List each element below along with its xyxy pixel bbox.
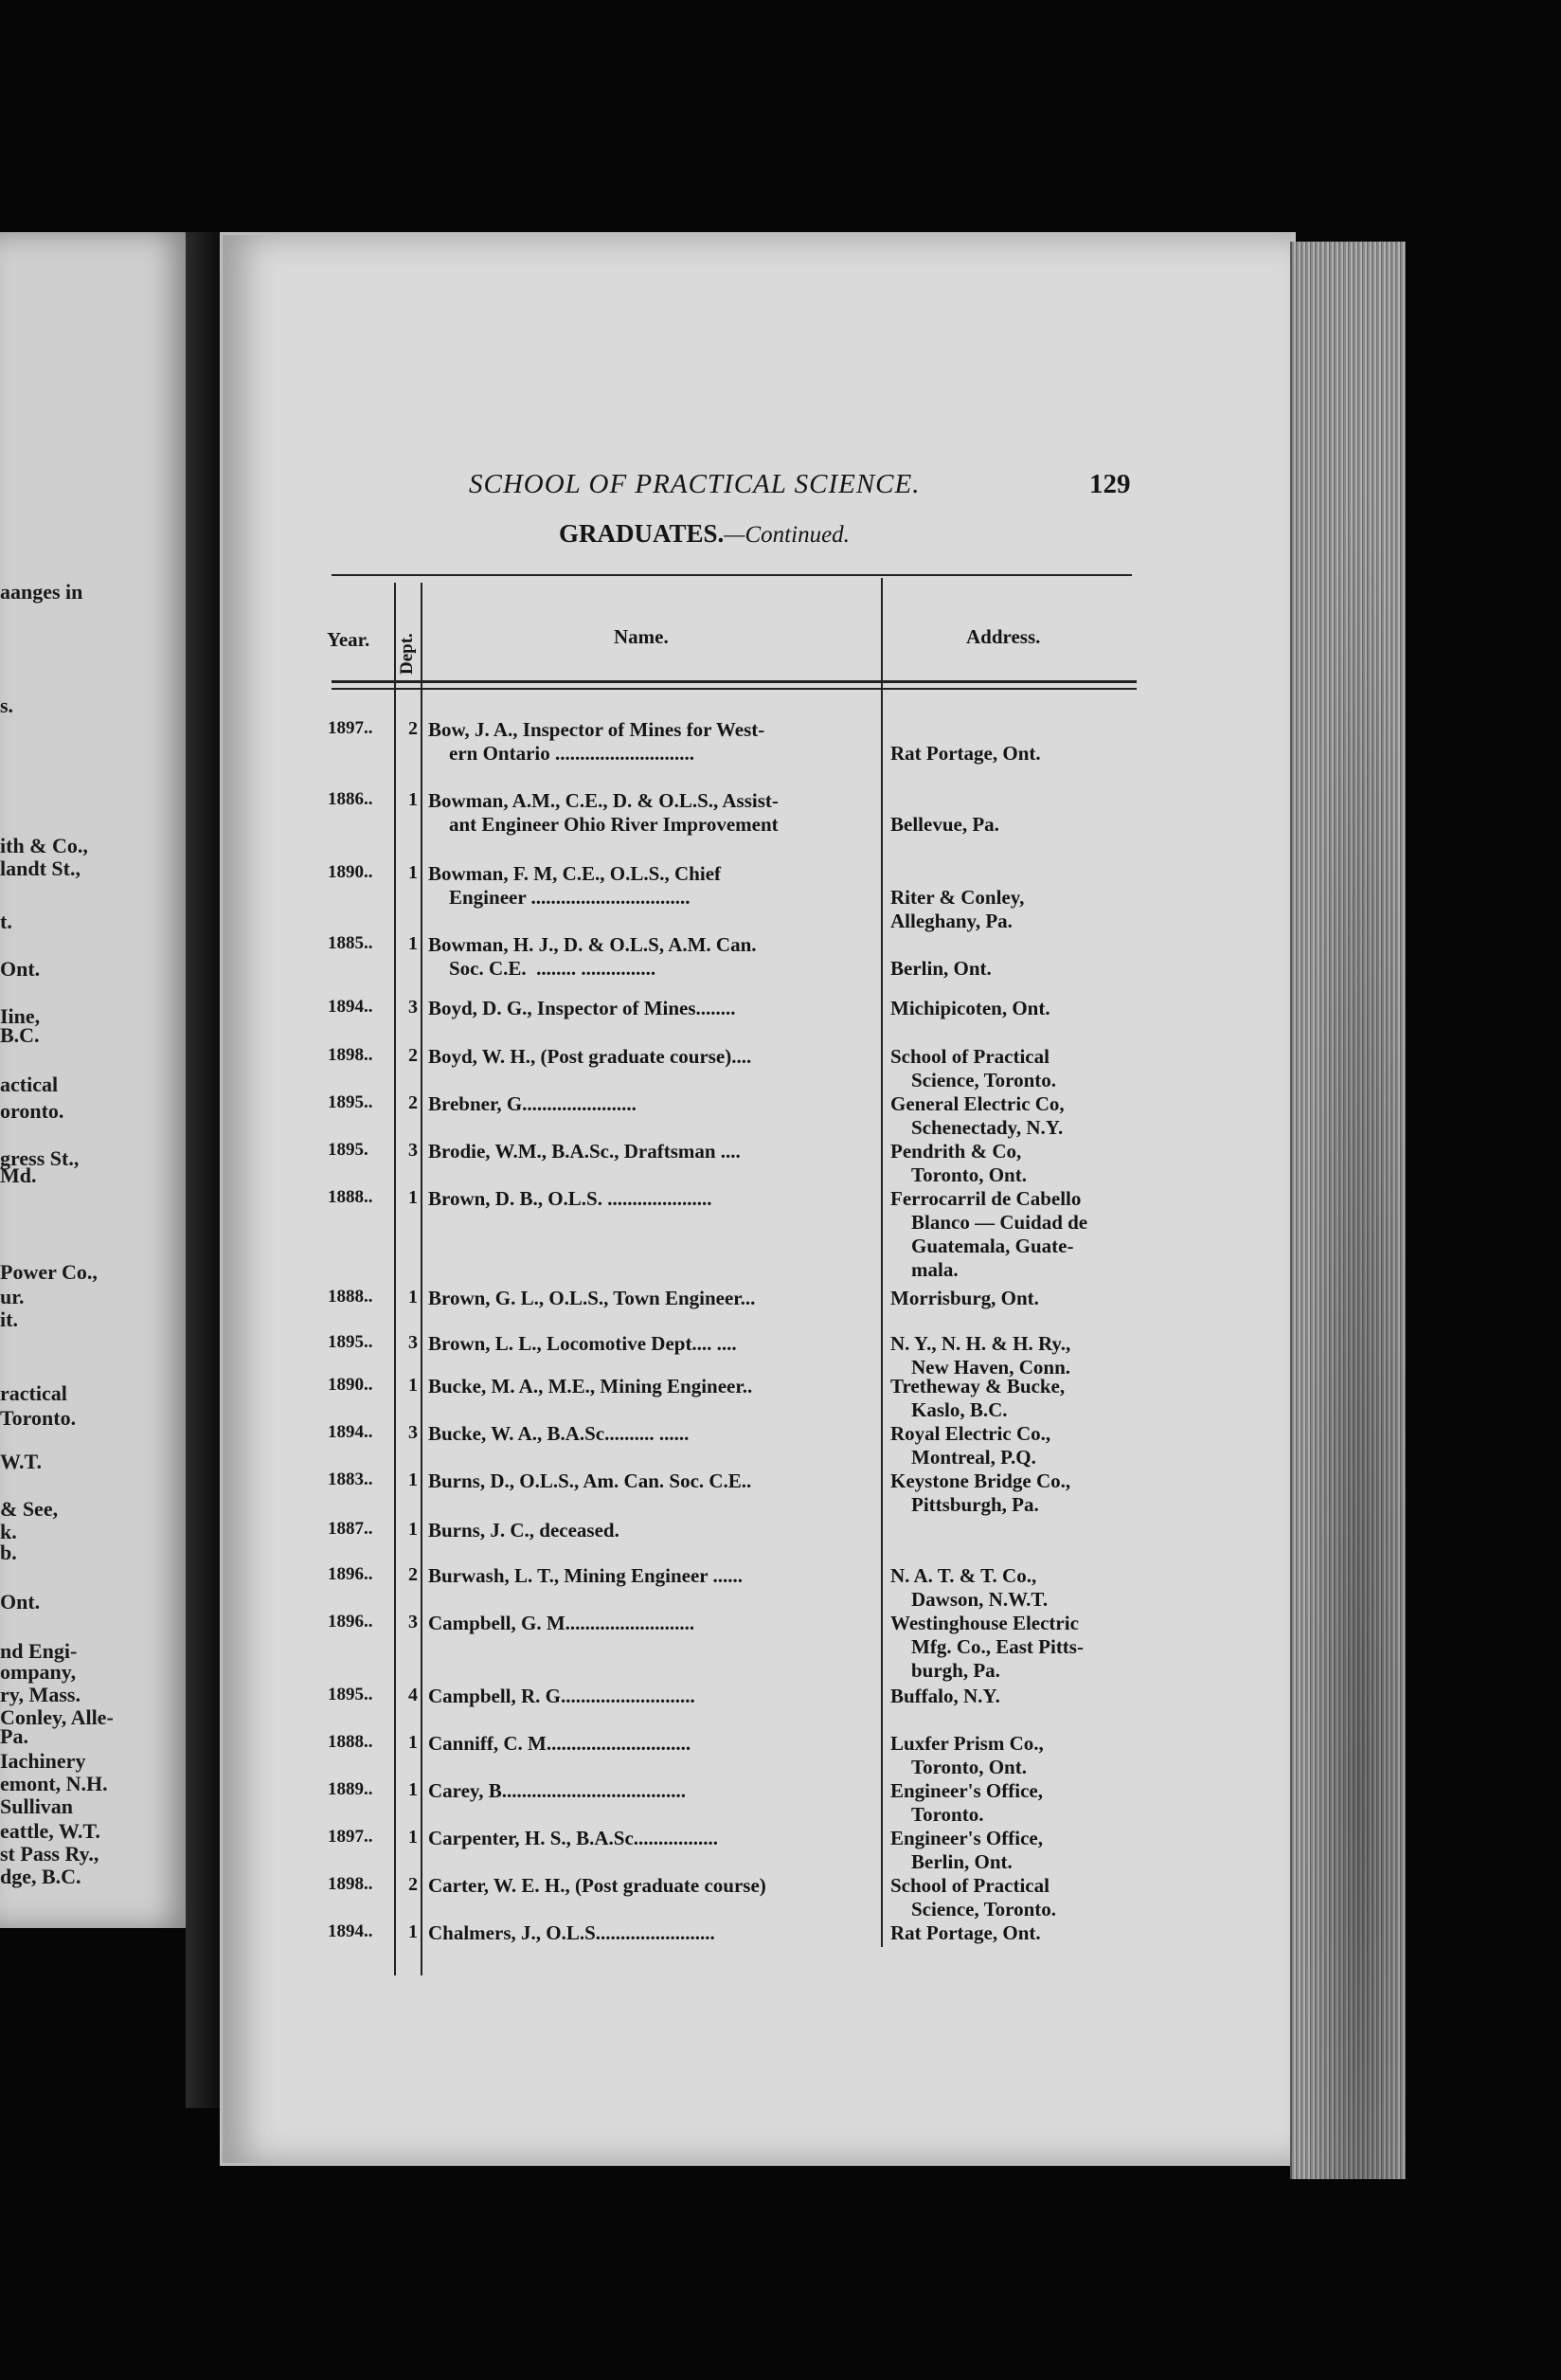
row-name-line: Burwash, L. T., Mining Engineer ...... <box>428 1564 743 1587</box>
row-address-line: Pittsburgh, Pa. <box>911 1493 1039 1516</box>
row-address-line: Riter & Conley, <box>890 886 1025 909</box>
left-page-fragment: eattle, W.T. <box>0 1819 100 1843</box>
row-address-line: Toronto, Ont. <box>911 1756 1027 1778</box>
row-name-line: Campbell, R. G........................... <box>428 1685 695 1707</box>
row-dept: 1 <box>408 1469 418 1490</box>
row-address-line: Kaslo, B.C. <box>911 1398 1008 1421</box>
row-dept: 1 <box>408 1921 418 1942</box>
left-page-fragment: nd Engi- <box>0 1639 78 1663</box>
row-name <box>428 1469 877 1493</box>
column-header-year: Year. <box>327 628 370 651</box>
left-page-fragment: k. <box>0 1520 17 1543</box>
row-address-line: Toronto, Ont. <box>911 1163 1027 1186</box>
row-address-line: Mfg. Co., East Pitts- <box>911 1635 1084 1658</box>
row-dept: 1 <box>408 1187 418 1208</box>
row-address <box>890 1685 1165 1708</box>
row-address-line: Berlin, Ont. <box>890 957 992 980</box>
row-year: 1895.. <box>328 1332 373 1352</box>
row-address <box>890 789 1165 837</box>
row-name-line: Carey, B..................................... <box>428 1779 687 1802</box>
row-address-line: Toronto. <box>911 1803 984 1826</box>
row-address-line: Science, Toronto. <box>911 1069 1057 1091</box>
left-page-fragment: aanges in <box>0 580 83 604</box>
row-address-line <box>890 789 1165 813</box>
row-address-line: Ferrocarril de Cabello <box>890 1187 1082 1210</box>
page-number: 129 <box>1089 469 1131 499</box>
row-address <box>890 933 1165 981</box>
row-address <box>890 862 1165 933</box>
row-address-line: Rat Portage, Ont. <box>890 742 1041 765</box>
row-name-line: Boyd, W. H., (Post graduate course).... <box>428 1045 752 1068</box>
row-dept: 2 <box>408 1564 418 1585</box>
row-address <box>890 1187 1165 1282</box>
row-name-line: ant Engineer Ohio River Improvement <box>449 813 779 836</box>
left-page-fragment: ractical <box>0 1381 67 1405</box>
row-name-line: Carpenter, H. S., B.A.Sc................. <box>428 1827 719 1849</box>
row-address-line: N. Y., N. H. & H. Ry., <box>890 1332 1071 1355</box>
row-name-line: Bowman, H. J., D. & O.L.S, A.M. Can. <box>428 933 757 956</box>
row-name <box>428 1564 877 1588</box>
left-page-fragment: W.T. <box>0 1450 43 1473</box>
column-header-dept: Dept. <box>397 633 417 675</box>
row-year: 1898.. <box>328 1045 373 1065</box>
row-name <box>428 1827 877 1850</box>
row-name <box>428 1140 877 1163</box>
row-address-line: Berlin, Ont. <box>911 1850 1013 1873</box>
row-name <box>428 1732 877 1756</box>
left-page-fragment: gress St., <box>0 1146 80 1170</box>
row-year: 1895.. <box>328 1685 373 1704</box>
row-dept: 1 <box>408 1827 418 1848</box>
row-dept: 3 <box>408 1140 418 1161</box>
left-page-fragment: B.C. <box>0 1023 40 1047</box>
row-dept: 1 <box>408 862 418 883</box>
row-address-line: New Haven, Conn. <box>911 1356 1071 1379</box>
row-name <box>428 933 877 981</box>
row-dept: 1 <box>408 933 418 954</box>
row-address-line <box>890 1519 1165 1542</box>
row-name-line: Bowman, F. M, C.E., O.L.S., Chief <box>428 862 722 885</box>
row-address-line: Guatemala, Guate- <box>911 1235 1074 1257</box>
row-year: 1890.. <box>328 862 373 882</box>
row-year: 1883.. <box>328 1469 373 1489</box>
row-year: 1894.. <box>328 997 373 1017</box>
row-address-line: Keystone Bridge Co., <box>890 1469 1071 1492</box>
row-year: 1888.. <box>328 1187 373 1207</box>
row-address-line <box>890 933 1165 957</box>
row-address-line: N. A. T. & T. Co., <box>890 1564 1037 1587</box>
left-page-fragment: Sullivan <box>0 1794 74 1818</box>
row-dept: 1 <box>408 1287 418 1307</box>
row-name <box>428 1187 877 1211</box>
row-name <box>428 1874 877 1898</box>
row-name <box>428 718 877 766</box>
left-page-fragment: & See, <box>0 1497 59 1521</box>
row-address-line: Blanco — Cuidad de <box>911 1211 1088 1234</box>
row-address-line: burgh, Pa. <box>911 1659 1000 1682</box>
row-year: 1887.. <box>328 1519 373 1539</box>
left-page-fragment: b. <box>0 1541 17 1564</box>
row-dept: 3 <box>408 1332 418 1353</box>
row-address <box>890 1332 1165 1379</box>
row-address-line: General Electric Co, <box>890 1092 1065 1115</box>
row-year: 1890.. <box>328 1375 373 1395</box>
left-page-fragment: emont, N.H. <box>0 1772 108 1795</box>
row-address <box>890 1422 1165 1469</box>
row-dept: 1 <box>408 789 418 810</box>
row-year: 1888.. <box>328 1287 373 1307</box>
row-address <box>890 1287 1165 1310</box>
row-address-line: Dawson, N.W.T. <box>911 1588 1049 1611</box>
row-dept: 3 <box>408 1422 418 1443</box>
row-year: 1895.. <box>328 1092 373 1112</box>
left-page-fragment: Conley, Alle- <box>0 1705 114 1729</box>
row-address-line: Royal Electric Co., <box>890 1422 1051 1445</box>
row-address-line: Michipicoten, Ont. <box>890 997 1050 1019</box>
row-name-line: Brown, D. B., O.L.S. ..................... <box>428 1187 712 1210</box>
column-header-name: Name. <box>614 625 669 648</box>
row-address <box>890 997 1165 1020</box>
row-year: 1894.. <box>328 1921 373 1941</box>
section-title-suffix: —Continued. <box>724 522 850 548</box>
row-name-line: Brebner, G....................... <box>428 1092 637 1115</box>
row-address <box>890 1732 1165 1779</box>
row-year: 1885.. <box>328 933 373 953</box>
left-page-fragment: ith & Co., <box>0 834 88 857</box>
row-address-line: Buffalo, N.Y. <box>890 1685 1000 1707</box>
left-page-fragment: Iachinery <box>0 1749 86 1773</box>
row-name <box>428 789 877 837</box>
left-page-fragment: ur. <box>0 1285 25 1308</box>
row-year: 1898.. <box>328 1874 373 1894</box>
row-address <box>890 1612 1165 1683</box>
row-address-line <box>890 718 1165 742</box>
row-dept: 2 <box>408 1045 418 1066</box>
row-name-line: Chalmers, J., O.L.S........................ <box>428 1921 715 1944</box>
left-page-fragment: st Pass Ry., <box>0 1842 99 1866</box>
row-name <box>428 1519 877 1542</box>
row-address <box>890 1092 1165 1140</box>
row-name-line: Canniff, C. M............................. <box>428 1732 691 1755</box>
row-address <box>890 1564 1165 1612</box>
row-address-line: Alleghany, Pa. <box>890 910 1013 932</box>
row-dept: 1 <box>408 1519 418 1540</box>
row-address <box>890 1921 1165 1945</box>
row-address-line: Engineer's Office, <box>890 1779 1043 1802</box>
row-dept: 3 <box>408 1612 418 1632</box>
row-name-line: Engineer ................................ <box>449 886 691 909</box>
row-dept: 3 <box>408 997 418 1018</box>
row-name <box>428 1685 877 1708</box>
row-dept: 1 <box>408 1375 418 1396</box>
row-dept: 1 <box>408 1779 418 1800</box>
row-year: 1897.. <box>328 1827 373 1847</box>
row-name <box>428 1092 877 1116</box>
left-page-fragment: Iine, <box>0 1004 41 1028</box>
row-year: 1886.. <box>328 789 373 809</box>
row-address <box>890 1827 1165 1874</box>
row-address-line: Engineer's Office, <box>890 1827 1043 1849</box>
row-name-line: Brown, G. L., O.L.S., Town Engineer... <box>428 1287 756 1309</box>
row-year: 1896.. <box>328 1612 373 1632</box>
row-name-line: Bucke, M. A., M.E., Mining Engineer.. <box>428 1375 753 1397</box>
row-name <box>428 1422 877 1446</box>
row-address <box>890 718 1165 766</box>
row-address-line: Luxfer Prism Co., <box>890 1732 1044 1755</box>
row-name-line: Burns, D., O.L.S., Am. Can. Soc. C.E.. <box>428 1469 752 1492</box>
row-name <box>428 1045 877 1069</box>
row-address <box>890 1375 1165 1422</box>
row-address <box>890 1779 1165 1827</box>
left-page-fragment: Ont. <box>0 957 41 981</box>
row-name-line: ern Ontario ............................ <box>449 742 694 765</box>
row-address-line: Bellevue, Pa. <box>890 813 999 836</box>
left-page-fragment: landt St., <box>0 856 81 880</box>
row-address <box>890 1045 1165 1092</box>
row-year: 1896.. <box>328 1564 373 1584</box>
row-dept: 4 <box>408 1685 418 1705</box>
row-name <box>428 997 877 1020</box>
row-address-line: Montreal, P.Q. <box>911 1446 1036 1469</box>
row-name-line: Boyd, D. G., Inspector of Mines........ <box>428 997 736 1019</box>
row-name-line: Campbell, G. M.......................... <box>428 1612 695 1634</box>
left-page-fragment: Ont. <box>0 1590 41 1614</box>
row-year: 1888.. <box>328 1732 373 1752</box>
row-dept: 2 <box>408 1092 418 1113</box>
row-name <box>428 1779 877 1803</box>
row-address-line: mala. <box>911 1258 959 1281</box>
row-name-line: Bow, J. A., Inspector of Mines for West- <box>428 718 765 741</box>
section-title-text: GRADUATES. <box>559 519 725 548</box>
row-address-line: School of Practical <box>890 1874 1050 1897</box>
row-name-line: Burns, J. C., deceased. <box>428 1519 619 1542</box>
row-name <box>428 1332 877 1356</box>
row-name-line: Brown, L. L., Locomotive Dept.... .... <box>428 1332 737 1355</box>
left-page-fragment: dge, B.C. <box>0 1865 81 1888</box>
row-dept: 2 <box>408 1874 418 1895</box>
row-name-line: Carter, W. E. H., (Post graduate course) <box>428 1874 766 1897</box>
left-page-fragment: s. <box>0 694 14 717</box>
row-name <box>428 1375 877 1398</box>
row-name-line: Brodie, W.M., B.A.Sc., Draftsman .... <box>428 1140 741 1163</box>
row-year: 1897.. <box>328 718 373 738</box>
left-page-fragment: ry, Mass. <box>0 1683 81 1706</box>
row-year: 1889.. <box>328 1779 373 1799</box>
row-address <box>890 1519 1165 1542</box>
row-address-line: Tretheway & Bucke, <box>890 1375 1066 1397</box>
left-page-fragment: oronto. <box>0 1099 64 1123</box>
row-name-line: Bucke, W. A., B.A.Sc.......... ...... <box>428 1422 690 1445</box>
row-address <box>890 1469 1165 1517</box>
row-address <box>890 1140 1165 1187</box>
row-address <box>890 1874 1165 1921</box>
row-address-line: Westinghouse Electric <box>890 1612 1079 1634</box>
left-page-fragment: Toronto. <box>0 1406 77 1430</box>
row-name-line: Soc. C.E. ........ ............... <box>449 957 656 980</box>
row-name <box>428 1612 877 1635</box>
left-page-fragment: Md. <box>0 1163 37 1187</box>
left-page-fragment: ompany, <box>0 1660 77 1684</box>
row-address-line: School of Practical <box>890 1045 1050 1068</box>
left-page-fragment: Pa. <box>0 1724 28 1748</box>
row-name <box>428 1921 877 1945</box>
row-year: 1895. <box>328 1140 368 1160</box>
left-page-fragment: Power Co., <box>0 1260 98 1284</box>
row-name <box>428 862 877 910</box>
row-address-line: Pendrith & Co, <box>890 1140 1022 1163</box>
row-address-line: Morrisburg, Ont. <box>890 1287 1039 1309</box>
row-address-line: Rat Portage, Ont. <box>890 1921 1041 1944</box>
row-dept: 1 <box>408 1732 418 1753</box>
row-dept: 2 <box>408 718 418 739</box>
left-page-fragment: t. <box>0 910 12 933</box>
row-name <box>428 1287 877 1310</box>
column-header-address: Address. <box>966 625 1041 648</box>
left-page-fragment: actical <box>0 1073 59 1096</box>
row-address-line <box>890 862 1165 886</box>
left-page-fragment: it. <box>0 1307 18 1331</box>
row-year: 1894.. <box>328 1422 373 1442</box>
row-name-line: Bowman, A.M., C.E., D. & O.L.S., Assist- <box>428 789 779 812</box>
running-head: SCHOOL OF PRACTICAL SCIENCE. <box>469 469 921 499</box>
row-address-line: Science, Toronto. <box>911 1898 1057 1920</box>
row-address-line: Schenectady, N.Y. <box>911 1116 1064 1139</box>
